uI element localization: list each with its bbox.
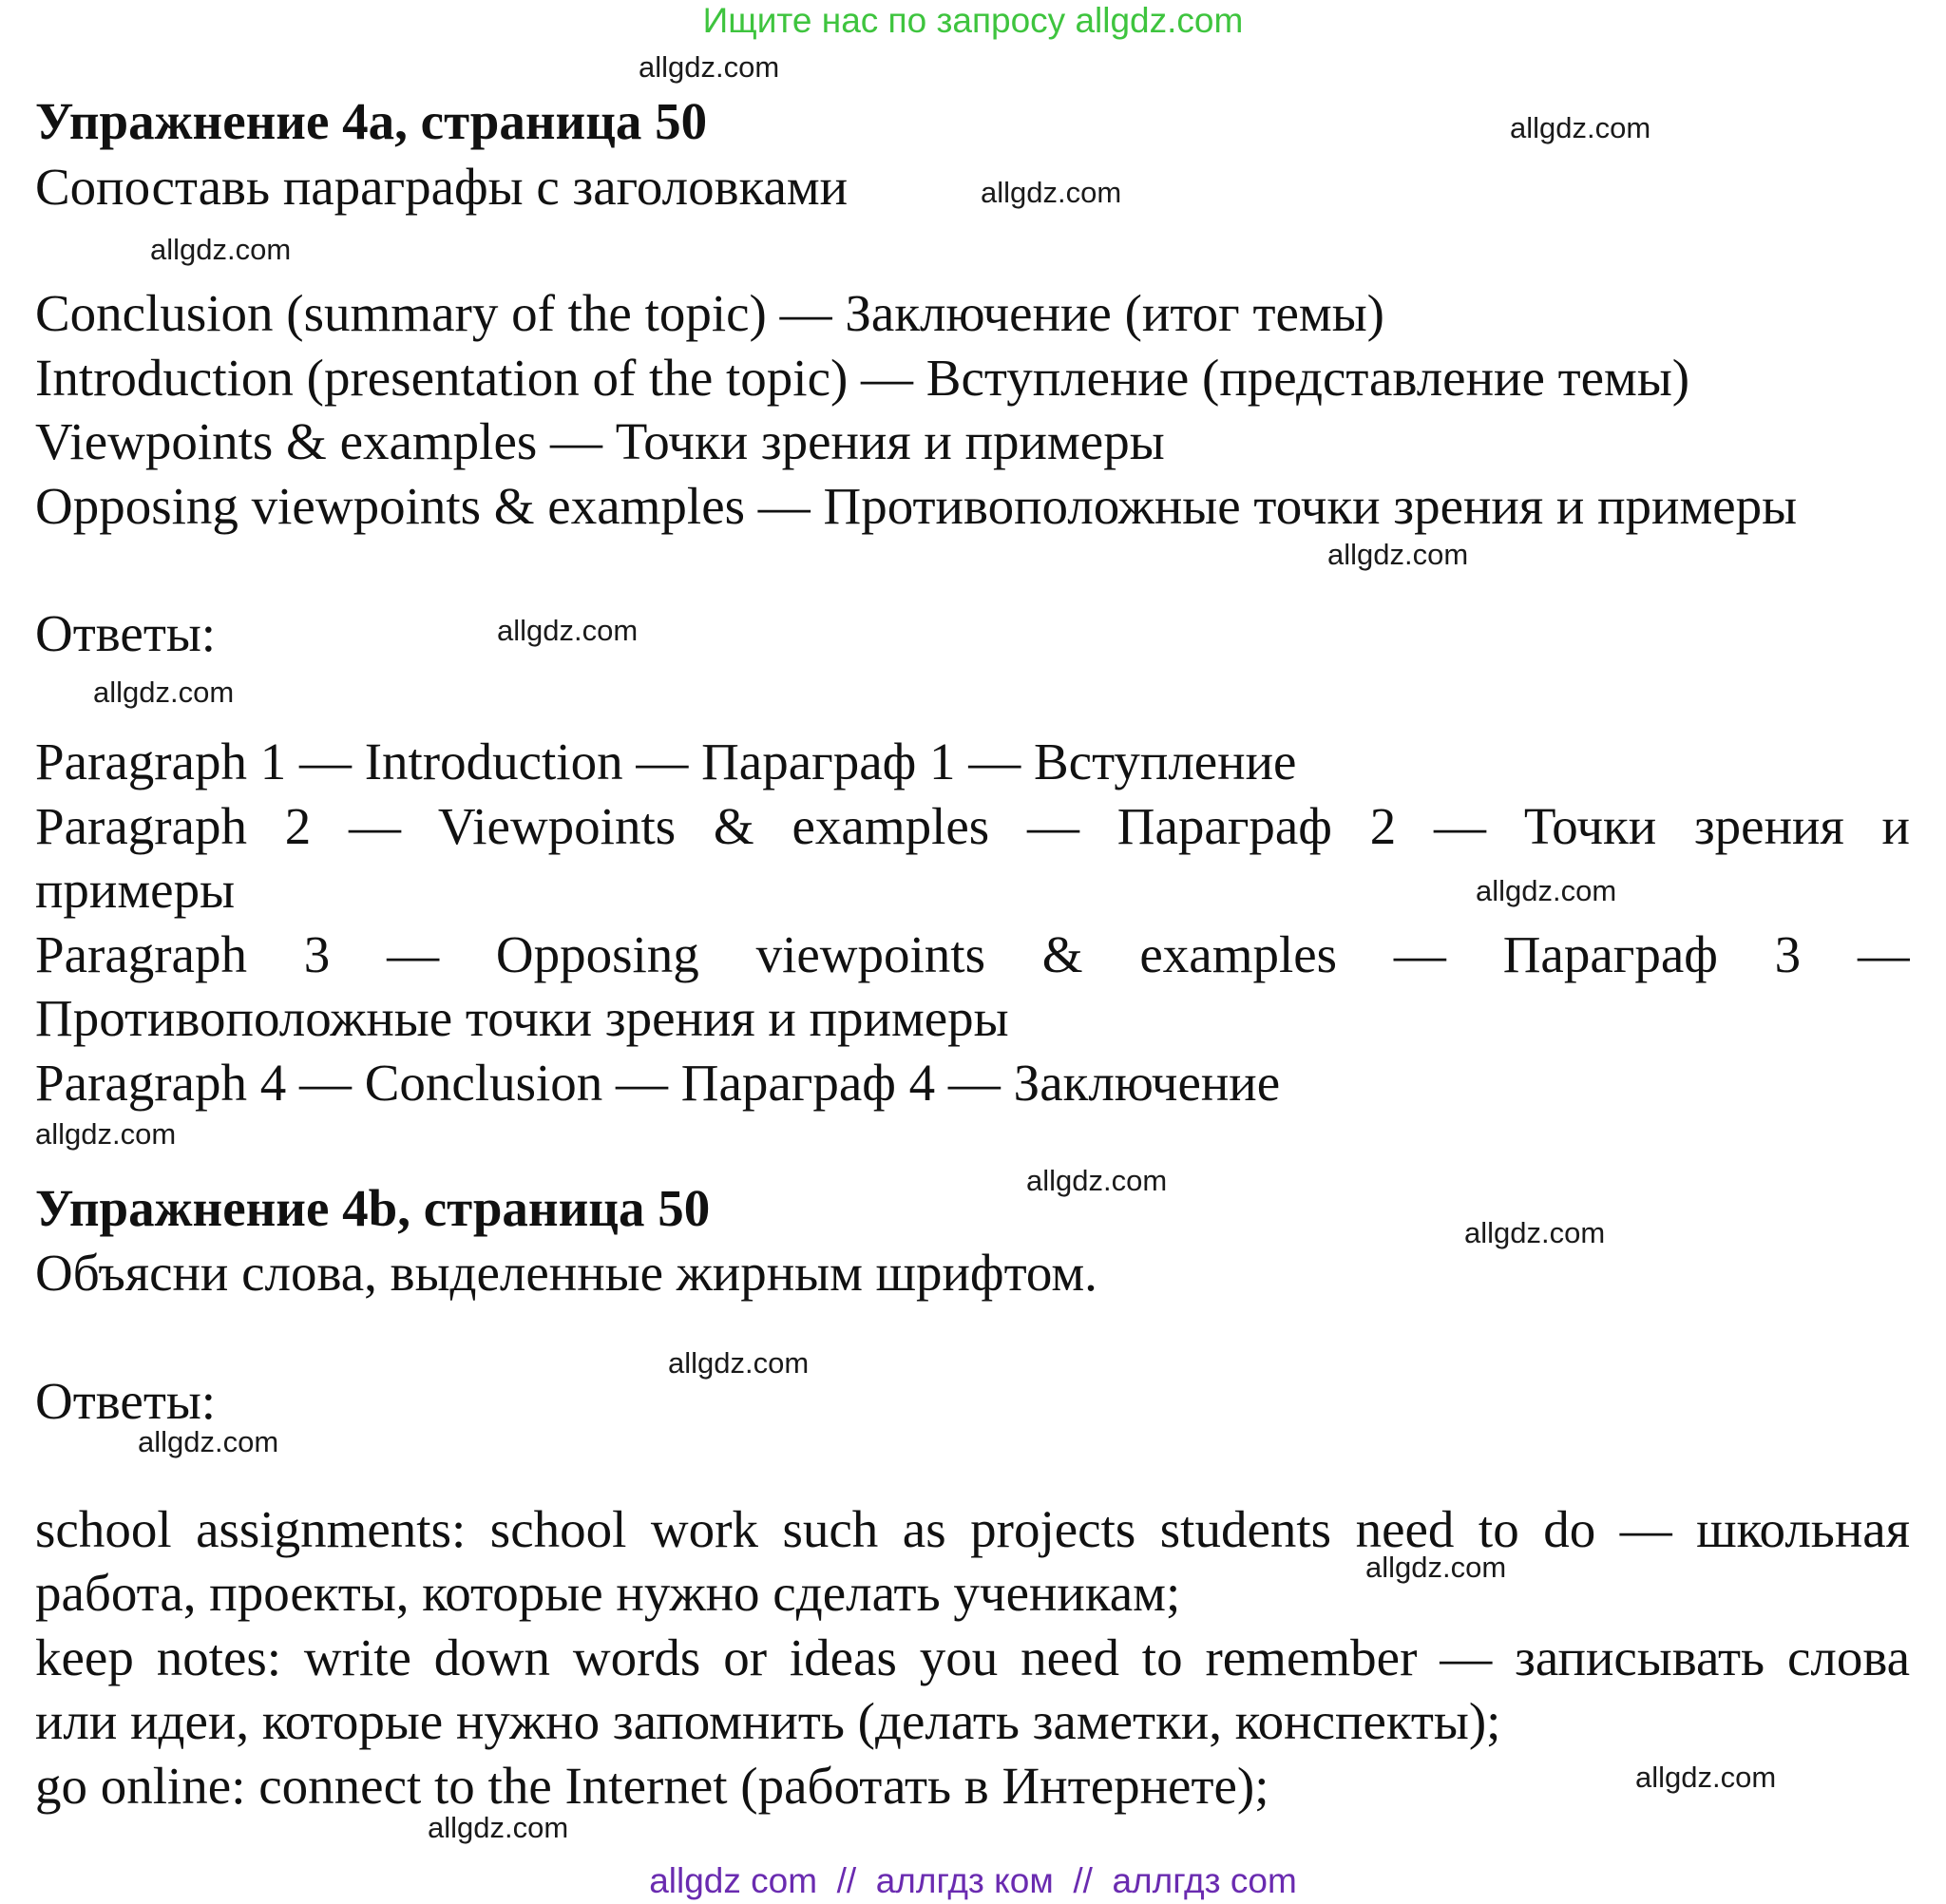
answer-line: keep notes: write down words or ideas you need to remember — записывать слова	[35, 1628, 1910, 1686]
answer-item	[35, 1628, 1910, 1688]
heading-item: Opposing viewpoints & examples — Противоположные точки зрения и примеры	[35, 477, 1798, 535]
answer-paragraph-3	[35, 924, 1910, 985]
watermark: allgdz.com	[1464, 1216, 1606, 1249]
watermark: allgdz.com	[1476, 874, 1617, 907]
answer-line: Paragraph 3 — Opposing viewpoints & examples — Параграф 3 —	[35, 925, 1910, 983]
watermark: allgdz.com	[981, 176, 1122, 209]
watermark: allgdz.com	[93, 676, 235, 709]
watermark: allgdz.com	[35, 1117, 177, 1151]
answer-paragraph-2	[35, 796, 1910, 857]
answer-paragraph-1: Paragraph 1 — Introduction — Параграф 1 — Вступление	[35, 733, 1297, 790]
answer-paragraph-4: Paragraph 4 — Conclusion — Параграф 4 — Заключение	[35, 1054, 1281, 1112]
answer-paragraph-2-cont: примеры	[35, 861, 236, 919]
watermark: allgdz.com	[639, 50, 780, 84]
answers-label: Ответы:	[35, 604, 217, 662]
answers-label: Ответы:	[35, 1372, 217, 1430]
top-banner: Ищите нас по запросу allgdz.com	[702, 1, 1244, 40]
answer-item: go online: connect to the Internet (работать в Интернете);	[35, 1757, 1269, 1815]
watermark: allgdz.com	[1365, 1551, 1507, 1584]
answer-paragraph-3-cont: Противоположные точки зрения и примеры	[35, 989, 1009, 1047]
exercise-4b-task: Объясни слова, выделенные жирным шрифтом.	[35, 1244, 1097, 1302]
watermark: allgdz.com	[150, 233, 292, 266]
watermark: allgdz.com	[1635, 1761, 1777, 1794]
heading-item: Viewpoints & examples — Точки зрения и примеры	[35, 412, 1165, 470]
exercise-4a-title: Упражнение 4a, страница 50	[35, 92, 708, 150]
answer-item-cont: или идеи, которые нужно запомнить (делать заметки, конспекты);	[35, 1692, 1501, 1750]
footer-banner: allgdz com // аллгдз ком // аллгдз com	[649, 1861, 1297, 1900]
exercise-4b-title: Упражнение 4b, страница 50	[35, 1179, 711, 1237]
heading-item: Introduction (presentation of the topic) — Вступление (представление темы)	[35, 349, 1690, 407]
exercise-4a-task: Сопоставь параграфы с заголовками	[35, 158, 849, 216]
watermark: allgdz.com	[428, 1811, 569, 1844]
watermark: allgdz.com	[668, 1346, 810, 1380]
heading-item: Conclusion (summary of the topic) — Заключение (итог темы)	[35, 284, 1384, 342]
watermark: allgdz.com	[497, 614, 639, 647]
answer-item-cont: работа, проекты, которые нужно сделать ученикам;	[35, 1564, 1181, 1622]
watermark: allgdz.com	[1510, 111, 1651, 144]
answer-line: school assignments: school work such as projects students need to do — школьная	[35, 1500, 1910, 1558]
watermark: allgdz.com	[1327, 538, 1469, 571]
watermark: allgdz.com	[1026, 1164, 1168, 1197]
answer-item	[35, 1499, 1910, 1560]
answer-line: Paragraph 2 — Viewpoints & examples — Параграф 2 — Точки зрения и	[35, 797, 1910, 855]
watermark: allgdz.com	[138, 1425, 279, 1458]
